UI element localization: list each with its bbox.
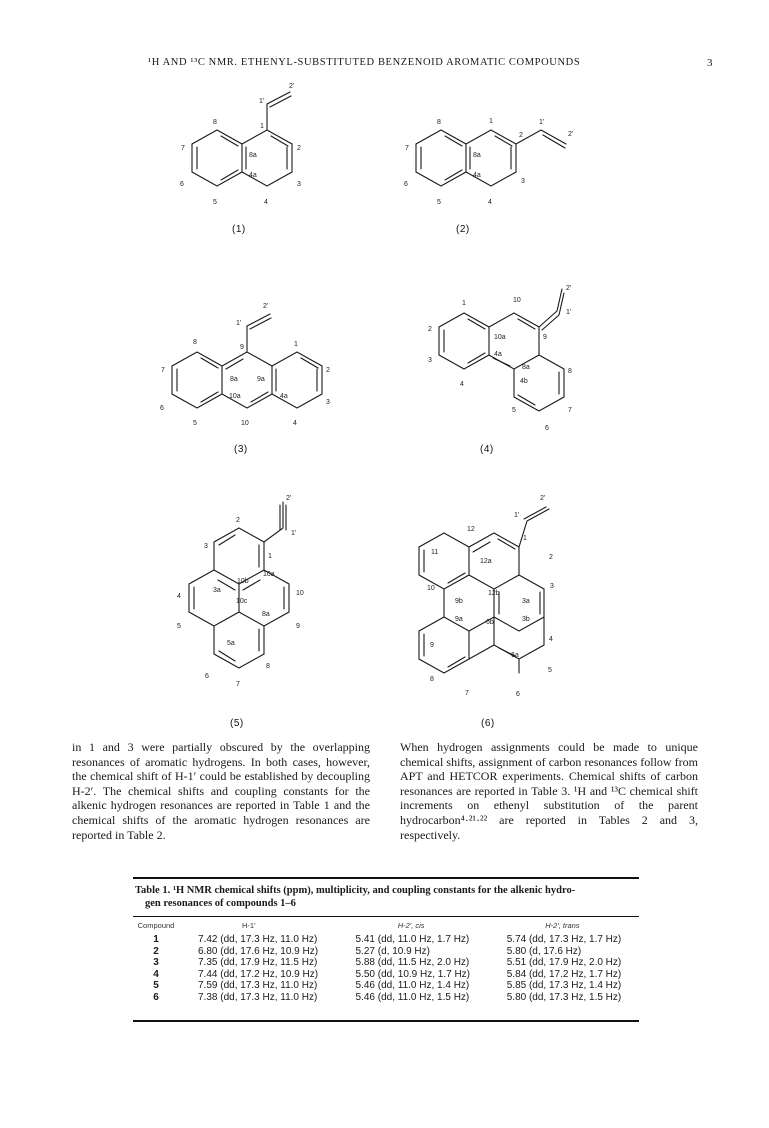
atom-label: 1 bbox=[523, 535, 527, 542]
h2-trans-value: 5.80 (dd, 17.3 Hz, 1.5 Hz) bbox=[506, 991, 622, 1003]
atom-label: 5 bbox=[437, 199, 441, 206]
atom-label: 6 bbox=[180, 181, 184, 188]
h2-cis-value: 5.46 (dd, 11.0 Hz, 1.4 Hz) bbox=[355, 980, 470, 992]
column-header-h2-cis: H-2', cis bbox=[397, 921, 425, 930]
atom-label: 6b bbox=[486, 619, 494, 626]
atom-label: 10 bbox=[241, 420, 249, 427]
atom-label: 3 bbox=[428, 357, 432, 364]
table-row bbox=[134, 946, 638, 958]
h1-value: 7.42 (dd, 17.3 Hz, 11.0 Hz) bbox=[198, 934, 318, 945]
compound-number: 4 bbox=[153, 968, 159, 980]
atom-label: 8 bbox=[193, 339, 197, 346]
atom-label: 5 bbox=[213, 199, 217, 206]
atom-label: 4 bbox=[177, 593, 181, 600]
atom-label: 6 bbox=[160, 405, 164, 412]
atom-label: 7 bbox=[236, 681, 240, 688]
atom-label: 10 bbox=[427, 585, 435, 592]
atom-label: 6a bbox=[511, 652, 519, 659]
running-title: ¹H AND ¹³C NMR. ETHENYL-SUBSTITUTED BENZENOID AROMATIC COMPOUNDS bbox=[148, 57, 581, 68]
structure-compound-2 bbox=[416, 130, 566, 186]
compound-label-4: (4) bbox=[480, 444, 494, 455]
atom-label: 4b bbox=[520, 378, 528, 385]
atom-label: 2 bbox=[297, 145, 301, 152]
atom-label: 1' bbox=[566, 309, 572, 316]
atom-label: 4 bbox=[460, 381, 464, 388]
atom-label: 6 bbox=[545, 425, 549, 432]
atom-label: 3 bbox=[204, 543, 208, 550]
atom-label: 8 bbox=[430, 676, 434, 683]
atom-label: 5 bbox=[193, 420, 197, 427]
table-top-rule bbox=[133, 877, 639, 879]
atom-label: 2 bbox=[326, 367, 330, 374]
atom-label: 8 bbox=[213, 119, 217, 126]
atom-label: 1 bbox=[260, 123, 264, 130]
atom-label: 9 bbox=[430, 642, 434, 649]
h2-trans-value: 5.85 (dd, 17.3 Hz, 1.4 Hz) bbox=[506, 980, 622, 992]
table-header-row bbox=[134, 921, 638, 934]
atom-label: 1 bbox=[268, 553, 272, 560]
atom-label: 2' bbox=[286, 495, 292, 502]
compound-number: 3 bbox=[153, 957, 159, 969]
compound-number: 5 bbox=[153, 980, 159, 992]
h2-cis-value: 5.46 (dd, 11.0 Hz, 1.5 Hz) bbox=[355, 991, 470, 1003]
atom-label: 9 bbox=[240, 344, 244, 351]
atom-label: 10 bbox=[296, 590, 304, 597]
h2-trans-value: 5.84 (dd, 17.2 Hz, 1.7 Hz) bbox=[506, 968, 622, 980]
atom-label: 4a bbox=[249, 172, 257, 179]
atom-label: 8a bbox=[522, 364, 530, 371]
compound-label-5: (5) bbox=[230, 718, 244, 729]
table-caption-line-1: Table 1. ¹H NMR chemical shifts (ppm), multiplicity, and coupling constants for the alkenic hydro- bbox=[135, 885, 576, 896]
atom-label: 2' bbox=[568, 131, 574, 138]
atom-label: 10c bbox=[236, 598, 248, 605]
structure-compound-1 bbox=[192, 92, 292, 186]
compound-number: 2 bbox=[153, 945, 159, 957]
atom-label: 10a bbox=[229, 393, 241, 400]
h1-value: 7.59 (dd, 17.3 Hz, 11.0 Hz) bbox=[198, 980, 318, 992]
h1-value: 7.44 (dd, 17.2 Hz, 10.9 Hz) bbox=[198, 968, 319, 980]
atom-label: 2' bbox=[566, 285, 572, 292]
atom-label: 10b bbox=[237, 578, 249, 585]
atom-label: 3 bbox=[326, 399, 330, 406]
atom-label: 11 bbox=[431, 549, 439, 556]
atom-label: 2 bbox=[428, 326, 432, 333]
atom-label: 2 bbox=[236, 517, 240, 524]
body-text-right: When hydrogen assignments could be made to unique chemical shifts, assignment of carbon resonances follow from APT and HETCOR experiments. Chemical shifts of carbon resonances are reported in Table 3. ¹H and ¹³C chemical shift increments on ethenyl substitution of the parent hydrocarbon⁴·²¹·²² are reported in Tables 2 and 3, respectively. bbox=[400, 740, 698, 842]
atom-label: 8a bbox=[473, 152, 481, 159]
atom-label: 8a bbox=[262, 611, 270, 618]
atom-label: 1 bbox=[294, 341, 298, 348]
atom-label: 10 bbox=[513, 297, 521, 304]
compound-number: 1 bbox=[153, 934, 159, 945]
atom-label: 6 bbox=[404, 181, 408, 188]
atom-label: 1' bbox=[236, 320, 242, 327]
compound-label-6: (6) bbox=[481, 718, 495, 729]
table-bottom-rule bbox=[133, 1020, 639, 1022]
atom-label: 7 bbox=[161, 367, 165, 374]
atom-label: 12 bbox=[467, 526, 475, 533]
atom-label: 4 bbox=[264, 199, 268, 206]
atom-label: 6 bbox=[205, 673, 209, 680]
atom-label: 4 bbox=[549, 636, 553, 643]
atom-label: 1' bbox=[259, 98, 265, 105]
compound-label-1: (1) bbox=[232, 224, 246, 235]
table-row bbox=[134, 957, 638, 969]
atom-label: 2' bbox=[540, 495, 546, 502]
h2-cis-value: 5.27 (d, 10.9 Hz) bbox=[355, 945, 430, 957]
atom-label: 10a bbox=[494, 334, 506, 341]
atom-label: 9b bbox=[455, 598, 463, 605]
atom-label: 3a bbox=[213, 587, 221, 594]
atom-label: 12b bbox=[488, 590, 500, 597]
atom-label: 2' bbox=[289, 83, 295, 90]
atom-label: 4 bbox=[293, 420, 297, 427]
table-row bbox=[134, 934, 638, 946]
h1-value: 7.35 (dd, 17.9 Hz, 11.5 Hz) bbox=[198, 957, 318, 969]
atom-label: 7 bbox=[181, 145, 185, 152]
table-row bbox=[134, 980, 638, 992]
h1-value: 7.38 (dd, 17.3 Hz, 11.0 Hz) bbox=[198, 991, 318, 1003]
atom-label: 9 bbox=[543, 334, 547, 341]
atom-label: 1' bbox=[539, 119, 545, 126]
h2-cis-value: 5.50 (dd, 10.9 Hz, 1.7 Hz) bbox=[355, 968, 471, 980]
atom-label: 8 bbox=[437, 119, 441, 126]
h1-value: 6.80 (dd, 17.6 Hz, 10.9 Hz) bbox=[198, 945, 319, 957]
page-number: 3 bbox=[707, 57, 713, 69]
atom-label: 3 bbox=[297, 181, 301, 188]
atom-label: 2 bbox=[519, 132, 523, 139]
column-header-compound: Compound bbox=[137, 921, 175, 930]
table-header-rule bbox=[133, 916, 639, 917]
atom-label: 1' bbox=[291, 530, 297, 537]
h2-cis-value: 5.41 (dd, 11.0 Hz, 1.7 Hz) bbox=[355, 934, 470, 945]
atom-label: 3 bbox=[550, 583, 554, 590]
atom-label: 4a bbox=[280, 393, 288, 400]
atom-label: 5 bbox=[512, 407, 516, 414]
atom-label: 7 bbox=[568, 407, 572, 414]
h2-trans-value: 5.74 (dd, 17.3 Hz, 1.7 Hz) bbox=[506, 934, 622, 945]
column-header-h2-trans: H-2', trans bbox=[545, 921, 580, 930]
atom-label: 1' bbox=[514, 512, 520, 519]
table-caption bbox=[135, 884, 635, 910]
compound-label-2: (2) bbox=[456, 224, 470, 235]
atom-label: 4a bbox=[473, 172, 481, 179]
atom-label: 9 bbox=[296, 623, 300, 630]
atom-label: 5 bbox=[548, 667, 552, 674]
atom-label: 5a bbox=[227, 640, 235, 647]
atom-label: 5 bbox=[177, 623, 181, 630]
atom-label: 8 bbox=[266, 663, 270, 670]
column-header-h1: H-1' bbox=[242, 921, 256, 930]
atom-label: 3b bbox=[522, 616, 530, 623]
compound-number: 6 bbox=[153, 991, 159, 1003]
h2-trans-value: 5.51 (dd, 17.9 Hz, 2.0 Hz) bbox=[506, 957, 622, 969]
atom-label: 2 bbox=[549, 554, 553, 561]
table-row bbox=[134, 969, 638, 981]
atom-label: 2' bbox=[263, 303, 269, 310]
atom-label: 4a bbox=[494, 351, 502, 358]
nmr-table bbox=[134, 921, 638, 1004]
atom-label: 9a bbox=[455, 616, 463, 623]
atom-label: 9a bbox=[257, 376, 265, 383]
compound-label-3: (3) bbox=[234, 444, 248, 455]
atom-label: 10a bbox=[263, 571, 275, 578]
atom-label: 1 bbox=[462, 300, 466, 307]
atom-label: 12a bbox=[480, 558, 492, 565]
body-text-left: in 1 and 3 were partially obscured by the overlapping resonances of aromatic hydrogens. In both cases, however, the chemical shift of H-1′ could be established by decoupling H-2′. The chemical shifts and coupling constants for the alkenic hydrogen resonances are reported in Table 1 and the chemical shifts of the aromatic hydrogen resonances are reported in Table 2. bbox=[72, 740, 370, 842]
table-row bbox=[134, 992, 638, 1004]
atom-label: 8a bbox=[249, 152, 257, 159]
atom-label: 3a bbox=[522, 598, 530, 605]
structure-compound-3 bbox=[172, 314, 322, 408]
atom-label: 7 bbox=[465, 690, 469, 697]
atom-label: 1 bbox=[489, 118, 493, 125]
atom-label: 6 bbox=[516, 691, 520, 698]
atom-label: 7 bbox=[405, 145, 409, 152]
structure-compound-4 bbox=[439, 289, 564, 411]
table-caption-line-2: gen resonances of compounds 1–6 bbox=[145, 898, 296, 909]
structure-compound-5 bbox=[189, 502, 289, 668]
h2-cis-value: 5.88 (dd, 11.5 Hz, 2.0 Hz) bbox=[355, 957, 470, 969]
atom-label: 3 bbox=[521, 178, 525, 185]
atom-label: 8a bbox=[230, 376, 238, 383]
atom-label: 8 bbox=[568, 368, 572, 375]
h2-trans-value: 5.80 (d, 17.6 Hz) bbox=[506, 945, 582, 957]
atom-label: 4 bbox=[488, 199, 492, 206]
